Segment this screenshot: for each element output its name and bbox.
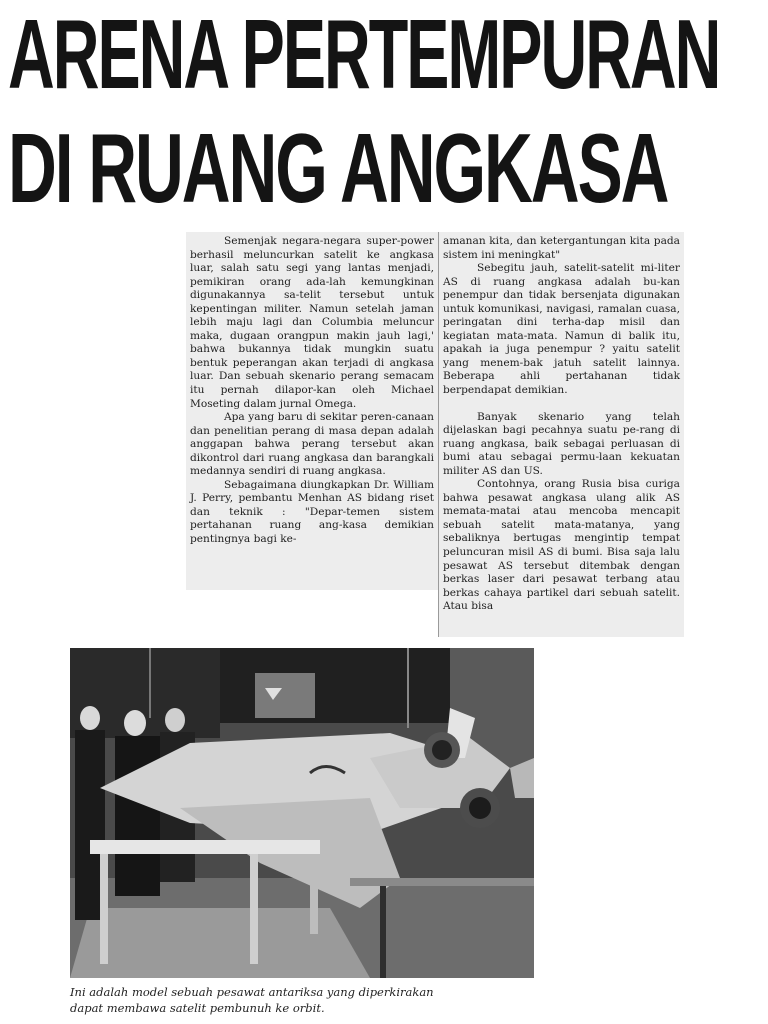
spacecraft-model-photo	[70, 648, 534, 978]
column-2-paragraph-3: Banyak skenario yang telah dijelaskan bagi pecahnya suatu pe-rang di ruang angkasa, baik sebagai perluasan di bumi atau sebagai permu-laan kekuatan militer AS dan US.	[443, 410, 680, 477]
photo-caption	[70, 984, 540, 1016]
column-1-paragraph-2: Apa yang baru di sekitar peren-canaan dan penelitian perang di masa depan adalah anggapan bahwa perang tersebut akan dikontrol dari ruang angkasa dan barangkali medannya sendiri di ruang angkasa.	[190, 411, 434, 478]
photo-caption-line-1: Ini adalah model sebuah pesawat antariksa yang diperkirakan	[70, 985, 434, 999]
article-column-2	[438, 232, 684, 637]
column-2-paragraph-2: Sebegitu jauh, satelit-satelit mi-liter AS di ruang angkasa adalah bu-kan penempur dan tidak bersenjata digunakan untuk komunikasi, navigasi, ramalan cuasa, peringatan dini terha-dap misil dan kegiatan mata-mata. Namun di balik itu, apakah ia juga penempur ? yaitu satelit yang menem-bak jatuh satelit lainnya. Beberapa ahli pertahanan tidak berpendapat demikian.	[443, 262, 680, 397]
photo-caption-line-2: dapat membawa satelit pembunuh ke orbit.	[70, 1001, 325, 1015]
column-1-paragraph-1: Semenjak negara-negara super-power berhasil meluncurkan satelit ke angkasa luar, salah satu segi yang lantas menjadi, pemikiran orang ada-lah kemungkinan digunakannya sa-telit tersebut untuk kepentingan militer. Namun setelah jaman lebih maju lagi dan Columbia meluncur maka, dugaan orangpun makin jauh lagi,' bahwa bukannya tidak mungkin suatu bentuk peperangan akan terjadi di angkasa luar. Dan sebuah skenario perang semacam itu pernah dilapor-kan oleh Michael Moseting dalam jurnal Omega.	[190, 235, 434, 410]
headline-line-2: DI RUANG ANGKASA	[8, 113, 668, 223]
column-2-paragraph-1: amanan kita, dan ketergantungan kita pada sistem ini meningkat"	[443, 235, 680, 261]
headline-line-1: ARENA PERTEMPURAN	[8, 0, 720, 109]
column-1-paragraph-3: Sebagaimana diungkapkan Dr. William J. Perry, pembantu Menhan AS bidang riset dan teknik : "Depar-temen sistem pertahanan ruang ang-kasa demikian pentingnya bagi ke-	[190, 478, 434, 546]
column-2-paragraph-4: Contohnya, orang Rusia bisa curiga bahwa pesawat angkasa ulang alik AS memata-matai atau mencoba mencapit sebuah satelit mata-matanya, yang sebaliknya bertugas mengintip tempat peluncuran misil AS di bumi. Bisa saja lalu pesawat AS tersebut ditembak dengan berkas laser dari pesawat terbang atau berkas cahaya partikel dari sebuah satelit. Atau bisa	[443, 478, 680, 613]
article-column-1	[186, 232, 438, 590]
